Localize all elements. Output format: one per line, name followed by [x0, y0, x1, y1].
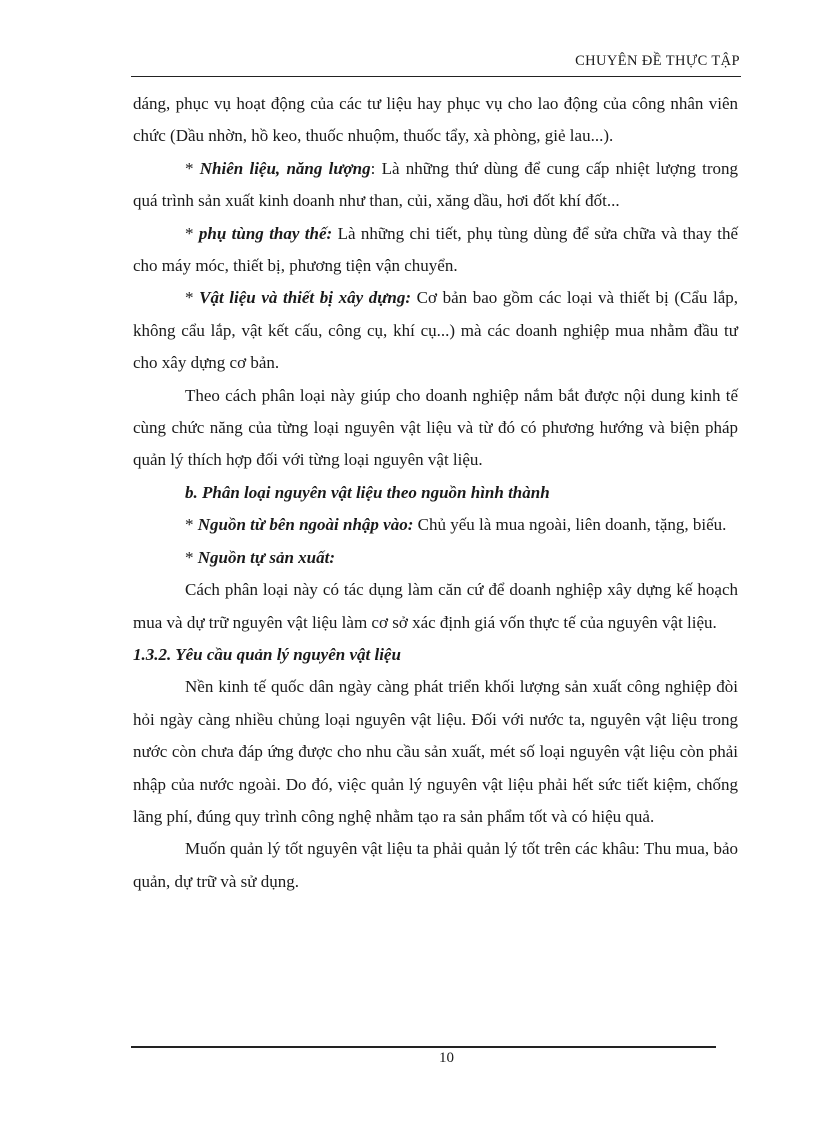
subsection-heading-b: b. Phân loại nguyên vật liệu theo nguồn hình thành: [185, 482, 550, 502]
section-heading-1-3-2: 1.3.2. Yêu cầu quản lý nguyên vật liệu: [133, 644, 401, 664]
term-external-source: Nguồn từ bên ngoài nhập vào:: [197, 515, 414, 535]
term-construction-materials: Vật liệu và thiết bị xây dựng:: [199, 288, 412, 308]
paragraph-text: Là những chi tiết, phụ tùng dùng để sửa chữa và thay thế cho máy móc, thiết bị, phương tiện vận chuyển.: [133, 223, 739, 276]
header-divider: [131, 76, 741, 77]
page-number: 10: [439, 1050, 454, 1066]
paragraph-text: Chủ yếu là mua ngoài, liên doanh, tặng, biếu.: [413, 515, 727, 535]
term-fuel-energy: Nhiên liệu, năng lượng: [199, 158, 371, 178]
paragraph-text: Cơ bản bao gồm các loại và thiết bị (Cẩu lắp, không cẩu lắp, vật kết cấu, công cụ, khí cụ...) mà các doanh nghiệp mua nhằm đầu tư cho xây dựng cơ bản.: [133, 288, 738, 373]
term-spare-parts: phụ tùng thay thế:: [198, 223, 333, 243]
paragraph-classification-effect: Cách phân loại này có tác dụng làm căn cứ để doanh nghiệp xây dựng kế hoạch mua và dự trữ nguyên vật liệu làm cơ sở xác định giá vốn thực tế của nguyên vật liệu.: [133, 580, 738, 632]
paragraph-fuel-energy: [133, 153, 738, 218]
bullet-marker: *: [185, 288, 200, 308]
paragraph-management-stages: Muốn quản lý tốt nguyên vật liệu ta phải quản lý tốt trên các khâu: Thu mua, bảo quản, dự trữ và sử dụng.: [133, 839, 738, 891]
bullet-marker: *: [185, 547, 198, 567]
term-self-produced: Nguồn tự sản xuất:: [197, 547, 336, 567]
paragraph-tools-materials: dáng, phục vụ hoạt động của các tư liệu hay phục vụ cho lao động của công nhân viên chức (Dầu nhờn, hồ keo, thuốc nhuộm, thuốc tẩy, xà phòng, giẻ lau...).: [133, 94, 738, 146]
paragraph-management-requirements: Nền kinh tế quốc dân ngày càng phát triển khối lượng sản xuất công nghiệp đòi hỏi ngày càng nhiều chủng loại nguyên vật liệu. Đối với nước ta, nguyên vật liệu trong nước còn chưa đáp ứng được cho nhu cầu sản xuất, mét số loại nguyên vật liệu còn phải nhập của nước ngoài. Do đó, việc quản lý nguyên vật liệu phải hết sức tiết kiệm, chống lãng phí, đúng quy trình công nghệ nhằm tạo ra sản phẩm tốt và có hiệu quả.: [133, 677, 738, 826]
bullet-marker: *: [185, 223, 199, 243]
page-header-title: CHUYÊN ĐỀ THỰC TẬP: [575, 53, 740, 69]
paragraph-spare-parts: [133, 218, 738, 283]
paragraph-self-produced: [133, 542, 738, 574]
paragraph-classification-purpose: Theo cách phân loại này giúp cho doanh nghiệp nắm bắt được nội dung kinh tế cùng chức năng của từng loại nguyên vật liệu và từ đó có phương hướng và biện pháp quản lý thích hợp đối với từng loại nguyên vật liệu.: [133, 385, 738, 470]
bullet-marker: *: [185, 515, 198, 535]
paragraph-external-source: [133, 509, 738, 541]
bullet-marker: *: [185, 158, 200, 178]
document-body: [133, 88, 738, 898]
paragraph-text: : Là những thứ dùng để cung cấp nhiệt lượng trong quá trình sản xuất kinh doanh như than, củi, xăng dầu, hơi đốt khí đốt...: [133, 158, 739, 211]
paragraph-construction-materials: [133, 282, 738, 379]
footer-divider: [131, 1046, 716, 1048]
